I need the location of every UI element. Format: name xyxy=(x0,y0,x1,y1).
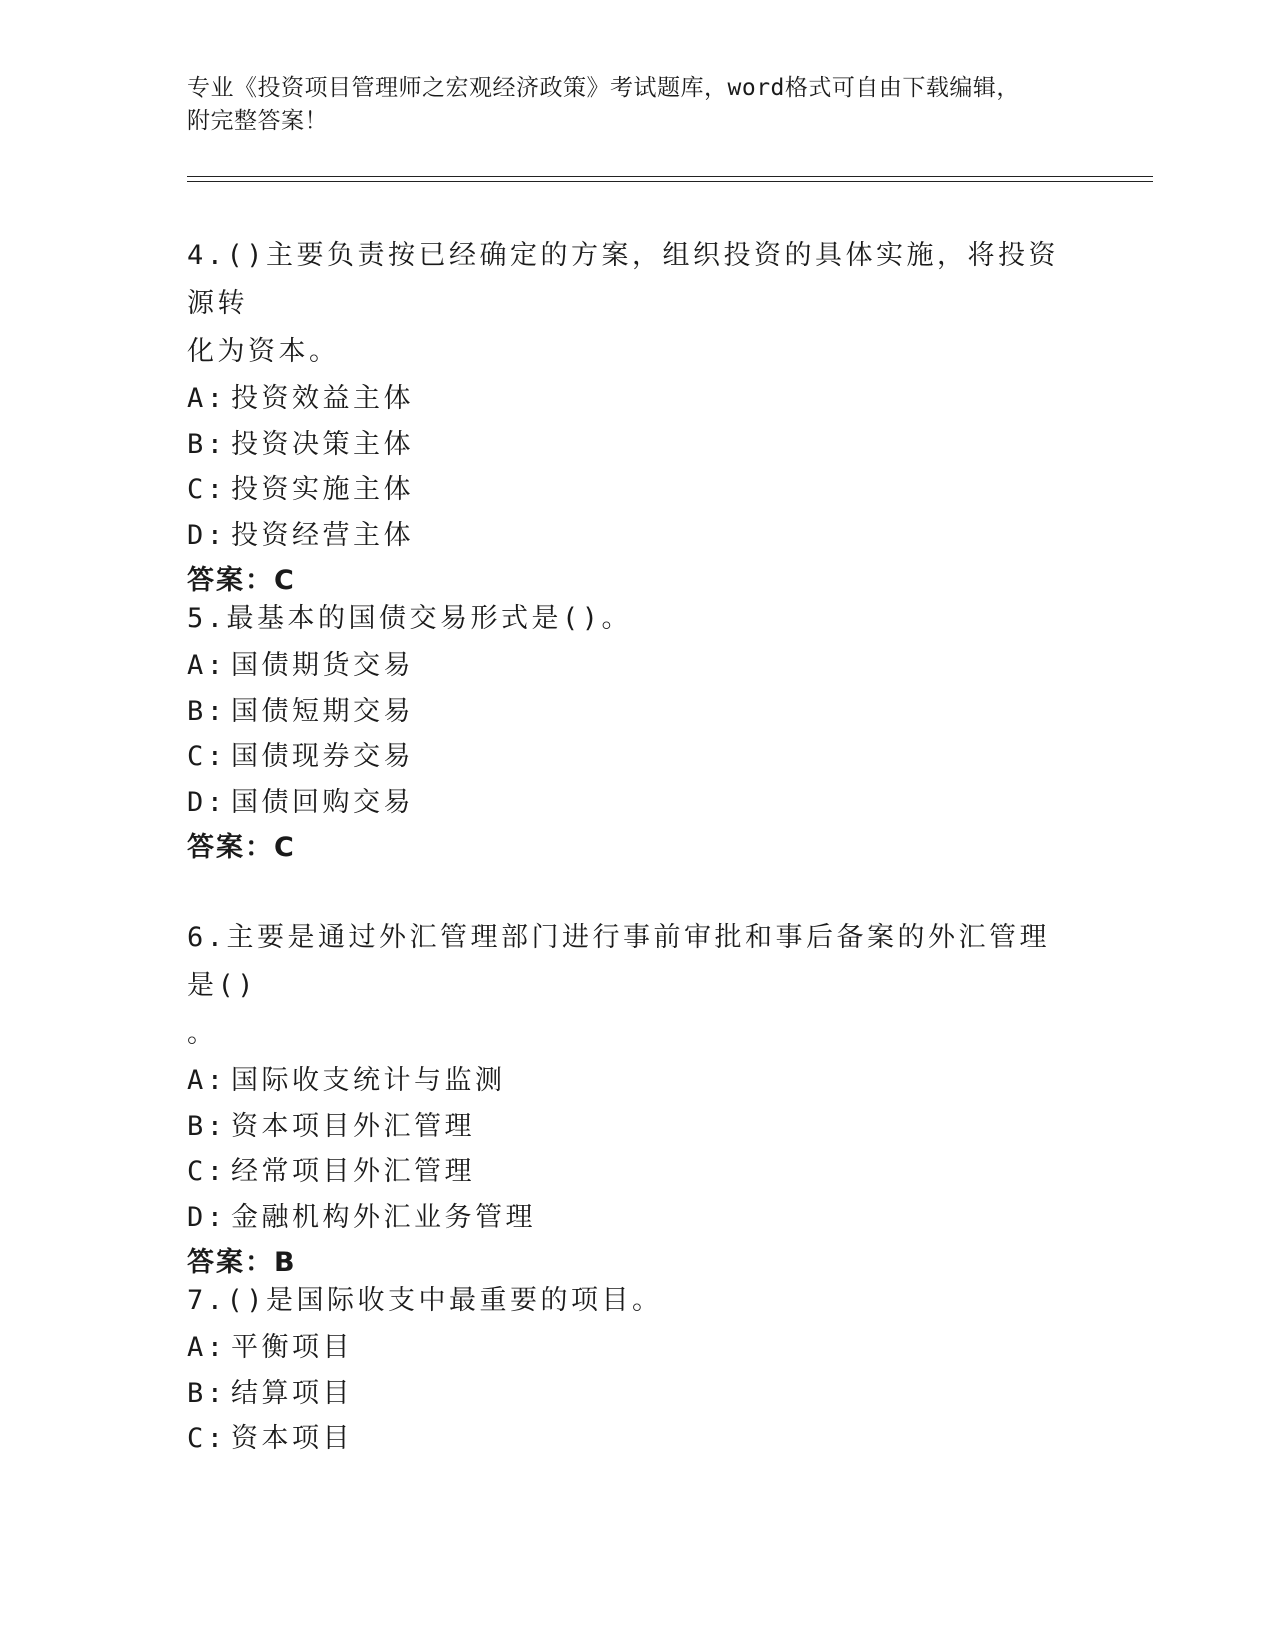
option-b xyxy=(187,1104,1067,1150)
option-a xyxy=(187,1325,1067,1371)
option-letter: A: xyxy=(187,1332,227,1363)
option-letter: A: xyxy=(187,383,227,414)
option-b xyxy=(187,422,1067,468)
header-divider-bottom xyxy=(187,181,1153,182)
option-b xyxy=(187,689,1067,735)
option-letter: B: xyxy=(187,1377,227,1409)
option-letter: C: xyxy=(187,741,227,772)
document-header xyxy=(187,72,1077,138)
option-text: 资本项目 xyxy=(231,1423,353,1454)
header-line-1: 专业《投资项目管理师之宏观经济政策》考试题库，word格式可自由下载编辑， xyxy=(187,75,1020,101)
option-text: 投资实施主体 xyxy=(231,474,414,505)
option-c xyxy=(187,1149,1067,1195)
option-a xyxy=(187,1058,1067,1104)
option-d xyxy=(187,1195,1067,1241)
option-letter: C: xyxy=(187,1423,227,1454)
option-letter: B: xyxy=(187,695,227,727)
option-letter: C: xyxy=(187,1156,227,1187)
option-text: 国债期货交易 xyxy=(231,650,414,681)
option-a xyxy=(187,376,1067,422)
option-text: 结算项目 xyxy=(231,1377,353,1409)
question-stem xyxy=(187,595,1067,643)
option-c xyxy=(187,734,1067,780)
option-a xyxy=(187,643,1067,689)
question-stem xyxy=(187,232,1067,376)
option-text: 国债回购交易 xyxy=(231,786,414,818)
option-letter: A: xyxy=(187,650,227,681)
answer-line: 答案：B xyxy=(187,1247,297,1278)
header-line-2: 附完整答案！ xyxy=(187,108,328,134)
option-text: 国债短期交易 xyxy=(231,695,414,727)
question-stem-line-2: 化为资本。 xyxy=(187,336,340,367)
option-text: 资本项目外汇管理 xyxy=(231,1110,475,1142)
header-divider-top xyxy=(187,176,1153,177)
option-text: 国际收支统计与监测 xyxy=(231,1065,506,1096)
question-stem-line-1: 6.主要是通过外汇管理部门进行事前审批和事后备案的外汇管理是() xyxy=(187,922,1051,1001)
option-d xyxy=(187,780,1067,826)
question-stem-line-1: 7.()是国际收支中最重要的项目。 xyxy=(187,1285,663,1316)
question-stem-line-2: 。 xyxy=(187,1018,218,1049)
option-letter: D: xyxy=(187,1201,227,1233)
option-letter: B: xyxy=(187,1110,227,1142)
option-text: 金融机构外汇业务管理 xyxy=(231,1201,536,1233)
option-text: 经常项目外汇管理 xyxy=(231,1156,475,1187)
question-stem-line-1: 5.最基本的国债交易形式是()。 xyxy=(187,603,633,634)
option-letter: A: xyxy=(187,1065,227,1096)
question-stem-line-1: 4.()主要负责按已经确定的方案，组织投资的具体实施，将投资源转 xyxy=(187,240,1060,319)
option-text: 国债现券交易 xyxy=(231,741,414,772)
option-text: 投资效益主体 xyxy=(231,383,414,414)
question-4 xyxy=(187,232,1067,604)
option-text: 平衡项目 xyxy=(231,1332,353,1363)
question-6 xyxy=(187,914,1067,1286)
answer-line: 答案：C xyxy=(187,565,296,596)
option-c xyxy=(187,1416,1067,1462)
option-letter: C: xyxy=(187,474,227,505)
question-7 xyxy=(187,1277,1067,1462)
option-letter: B: xyxy=(187,428,227,460)
option-c xyxy=(187,467,1067,513)
question-5 xyxy=(187,595,1067,871)
option-b xyxy=(187,1371,1067,1417)
option-text: 投资经营主体 xyxy=(231,519,414,551)
option-letter: D: xyxy=(187,519,227,551)
option-d xyxy=(187,513,1067,559)
option-text: 投资决策主体 xyxy=(231,428,414,460)
answer-line: 答案：C xyxy=(187,832,296,863)
question-stem xyxy=(187,914,1067,1058)
option-letter: D: xyxy=(187,786,227,818)
question-stem xyxy=(187,1277,1067,1325)
